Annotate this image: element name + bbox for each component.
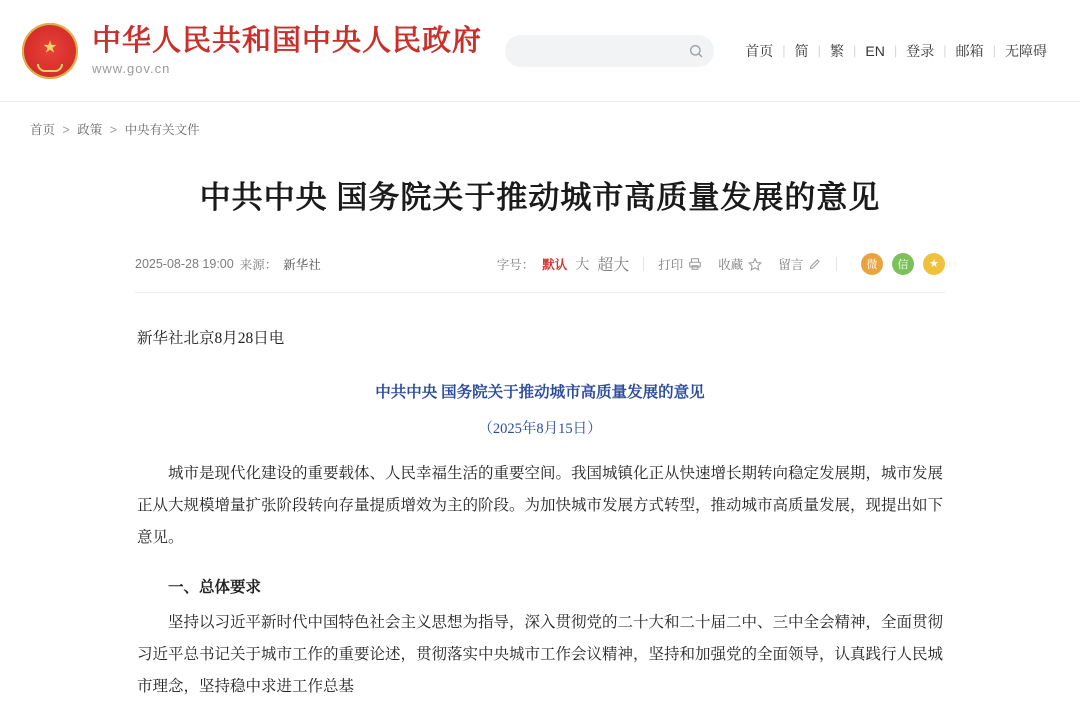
search-input[interactable] xyxy=(517,42,702,59)
body-paragraph: 坚持以习近平新时代中国特色社会主义思想为指导，深入贯彻党的二十大和二十届二中、三中全会精神，全面贯彻习近平总书记关于城市工作的重要论述，贯彻落实中央城市工作会议精神，坚持和加强党的全面领导，认真践行人民城市理念，坚持稳中求进工作总基 xyxy=(137,614,944,695)
meta-divider xyxy=(643,257,644,271)
publish-date: 2025-08-28 19:00 xyxy=(135,256,234,271)
page-title: 中共中央 国务院关于推动城市高质量发展的意见 xyxy=(199,180,881,215)
share-group xyxy=(861,253,945,275)
search-box[interactable] xyxy=(505,35,714,67)
nav-item-accessibility[interactable]: 无障碍 xyxy=(1005,42,1047,59)
fontsize-large-button[interactable]: 大 xyxy=(575,255,590,272)
fontsize-xlarge-button[interactable]: 超大 xyxy=(597,257,630,274)
printer-icon[interactable] xyxy=(688,257,702,271)
search-icon[interactable] xyxy=(688,43,704,59)
dateline: 新华社北京8月28日电 xyxy=(137,330,285,347)
fontsize-label: 字号： xyxy=(496,257,535,272)
nav-separator: | xyxy=(782,43,786,58)
fontsize-default-button[interactable]: 默认 xyxy=(542,257,568,272)
site-title: 中华人民共和国中央人民政府 xyxy=(92,24,483,57)
nav-item-simplified[interactable]: 简 xyxy=(794,42,809,59)
header-right xyxy=(505,35,1056,67)
inner-date: （2025年8月15日） xyxy=(478,420,602,437)
source-label: 来源： xyxy=(239,257,278,272)
breadcrumb-item-central-documents[interactable]: 中央有关文件 xyxy=(124,123,200,137)
national-emblem-icon xyxy=(22,23,78,79)
nav-item-english[interactable]: EN xyxy=(865,42,885,59)
nav-separator: | xyxy=(852,43,857,58)
nav-separator: | xyxy=(992,43,996,58)
qzone-share-icon[interactable]: ★ xyxy=(923,253,945,275)
emblem-star: ★ xyxy=(42,37,58,57)
breadcrumb-separator: > xyxy=(109,123,118,137)
source-name[interactable]: 新华社 xyxy=(283,257,321,272)
inner-title: 中共中央 国务院关于推动城市高质量发展的意见 xyxy=(375,383,705,401)
site-domain: www.gov.cn xyxy=(92,61,171,77)
site-brand[interactable] xyxy=(22,23,482,79)
favorite-button[interactable] xyxy=(718,255,762,273)
section-heading: 一、总体要求 xyxy=(168,578,262,596)
header-nav xyxy=(736,41,1056,61)
favorite-label: 收藏 xyxy=(718,257,744,272)
star-icon[interactable] xyxy=(748,257,762,271)
article-meta-bar xyxy=(135,249,945,293)
print-label: 打印 xyxy=(658,257,684,272)
nav-item-login[interactable]: 登录 xyxy=(906,42,935,59)
breadcrumb-item-policy[interactable]: 政策 xyxy=(77,123,103,137)
weibo-share-icon[interactable]: 微 xyxy=(861,253,883,275)
nav-separator: | xyxy=(943,43,947,58)
wechat-share-icon[interactable]: 信 xyxy=(892,253,914,275)
nav-separator: | xyxy=(817,43,821,58)
article-wrapper xyxy=(135,172,945,703)
meta-divider xyxy=(836,257,837,271)
breadcrumb-item-home[interactable]: 首页 xyxy=(30,123,56,137)
comment-button[interactable] xyxy=(778,255,822,273)
breadcrumb-separator: > xyxy=(62,123,70,137)
breadcrumb xyxy=(0,102,1080,146)
article-body xyxy=(135,323,945,703)
meta-left xyxy=(135,255,321,273)
print-button[interactable] xyxy=(658,255,702,273)
nav-item-traditional[interactable]: 繁 xyxy=(829,42,844,59)
nav-item-home[interactable]: 首页 xyxy=(745,42,774,59)
nav-item-mail[interactable]: 邮箱 xyxy=(955,42,984,59)
fontsize-control xyxy=(497,252,630,275)
pencil-icon[interactable] xyxy=(808,257,822,271)
nav-separator: | xyxy=(893,43,898,58)
comment-label: 留言 xyxy=(778,257,804,272)
emblem-gear xyxy=(37,64,63,72)
site-header xyxy=(0,0,1080,101)
body-paragraph: 城市是现代化建设的重要载体、人民幸福生活的重要空间。我国城镇化正从快速增长期转向稳定发展期，城市发展正从大规模增量扩张阶段转向存量提质增效为主的阶段。为加快城市发展方式转型，推动城市高质量发展，现提出如下意见。 xyxy=(137,465,944,546)
